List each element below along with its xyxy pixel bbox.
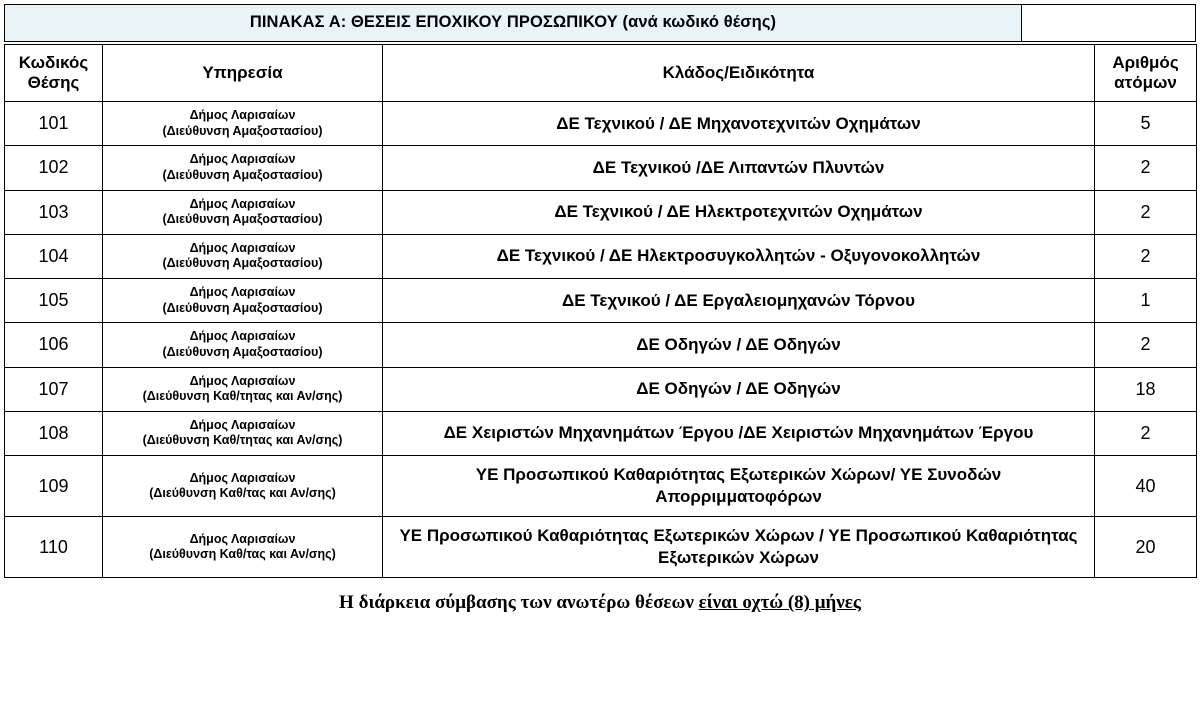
cell-count: 20 — [1095, 517, 1197, 578]
table-title-banner — [4, 4, 1196, 42]
cell-service — [103, 234, 383, 278]
cell-count: 2 — [1095, 323, 1197, 367]
cell-count: 18 — [1095, 367, 1197, 411]
cell-service — [103, 190, 383, 234]
cell-specialty: ΔΕ Τεχνικού / ΔΕ Μηχανοτεχνιτών Οχημάτων — [383, 102, 1095, 146]
table-title-spacer — [1022, 4, 1196, 42]
cell-service — [103, 411, 383, 455]
cell-count: 2 — [1095, 234, 1197, 278]
cell-code: 103 — [5, 190, 103, 234]
cell-service-line2: (Διεύθυνση Αμαξοστασίου) — [162, 344, 323, 359]
column-header-count — [1095, 45, 1197, 102]
table-row — [5, 517, 1197, 578]
cell-service — [103, 279, 383, 323]
cell-specialty: ΔΕ Τεχνικού / ΔΕ Ηλεκτροσυγκολλητών - Οξυγονοκολλητών — [383, 234, 1095, 278]
cell-service-line2: (Διεύθυνση Αμαξοστασίου) — [162, 300, 323, 315]
table-row — [5, 279, 1197, 323]
cell-specialty: ΔΕ Οδηγών / ΔΕ Οδηγών — [383, 323, 1095, 367]
cell-service — [103, 102, 383, 146]
column-header-specialty: Κλάδος/Ειδικότητα — [383, 45, 1095, 102]
cell-specialty: ΥΕ Προσωπικού Καθαριότητας Εξωτερικών Χώρων / ΥΕ Προσωπικού Καθαριότητας Εξωτερικών Χώρων — [383, 517, 1095, 578]
contract-duration-note-underlined: είναι οχτώ (8) μήνες — [698, 592, 861, 614]
column-header-code — [5, 45, 103, 102]
table-row — [5, 367, 1197, 411]
cell-specialty: ΔΕ Τεχνικού / ΔΕ Ηλεκτροτεχνιτών Οχημάτων — [383, 190, 1095, 234]
table-row — [5, 190, 1197, 234]
column-header-service: Υπηρεσία — [103, 45, 383, 102]
cell-service-line1: Δήμος Λαρισαίων — [189, 108, 296, 123]
cell-service — [103, 367, 383, 411]
table-header — [5, 45, 1197, 102]
cell-service-line1: Δήμος Λαρισαίων — [189, 152, 296, 167]
cell-count: 2 — [1095, 190, 1197, 234]
cell-service-line2: (Διεύθυνση Αμαξοστασίου) — [162, 167, 323, 182]
table-row — [5, 234, 1197, 278]
cell-service-line1: Δήμος Λαρισαίων — [189, 470, 296, 485]
table-body — [5, 102, 1197, 578]
cell-count: 1 — [1095, 279, 1197, 323]
cell-service-line2: (Διεύθυνση Αμαξοστασίου) — [162, 256, 323, 271]
cell-code: 105 — [5, 279, 103, 323]
cell-service-line1: Δήμος Λαρισαίων — [189, 531, 296, 546]
cell-count: 40 — [1095, 456, 1197, 517]
cell-service-line1: Δήμος Λαρισαίων — [189, 285, 296, 300]
table-header-row — [5, 45, 1197, 102]
table-title-text: ΠΙΝΑΚΑΣ Α: ΘΕΣΕΙΣ ΕΠΟΧΙΚΟΥ ΠΡΟΣΩΠΙΚΟΥ (ανά κωδικό θέσης) — [4, 4, 1022, 42]
cell-specialty: ΥΕ Προσωπικού Καθαριότητας Εξωτερικών Χώρων/ ΥΕ Συνοδών Απορριμματοφόρων — [383, 456, 1095, 517]
table-row — [5, 456, 1197, 517]
cell-code: 101 — [5, 102, 103, 146]
cell-code: 107 — [5, 367, 103, 411]
table-row — [5, 102, 1197, 146]
cell-specialty: ΔΕ Τεχνικού / ΔΕ Εργαλειομηχανών Τόρνου — [383, 279, 1095, 323]
contract-duration-note-plain: Η διάρκεια σύμβασης των ανωτέρω θέσεων — [339, 592, 699, 614]
cell-count: 2 — [1095, 146, 1197, 190]
cell-service-line2: (Διεύθυνση Καθ/τας και Αν/σης) — [149, 486, 336, 501]
cell-service-line1: Δήμος Λαρισαίων — [189, 196, 296, 211]
cell-service — [103, 456, 383, 517]
cell-service-line1: Δήμος Λαρισαίων — [189, 373, 296, 388]
cell-service-line2: (Διεύθυνση Αμαξοστασίου) — [162, 212, 323, 227]
cell-code: 102 — [5, 146, 103, 190]
column-header-code-line2: Θέσης — [27, 73, 80, 93]
cell-service-line1: Δήμος Λαρισαίων — [189, 240, 296, 255]
column-header-count-line1: Αριθμός — [1112, 53, 1179, 72]
cell-service-line2: (Διεύθυνση Αμαξοστασίου) — [162, 123, 323, 138]
cell-specialty: ΔΕ Τεχνικού /ΔΕ Λιπαντών Πλυντών — [383, 146, 1095, 190]
document-page — [0, 4, 1200, 710]
column-header-count-line2: ατόμων — [1114, 73, 1177, 93]
cell-service — [103, 146, 383, 190]
table-row — [5, 411, 1197, 455]
cell-specialty: ΔΕ Οδηγών / ΔΕ Οδηγών — [383, 367, 1095, 411]
cell-service-line2: (Διεύθυνση Καθ/τας και Αν/σης) — [149, 547, 336, 562]
contract-duration-note — [0, 592, 1200, 614]
cell-count: 5 — [1095, 102, 1197, 146]
table-row — [5, 146, 1197, 190]
cell-service — [103, 323, 383, 367]
column-header-code-line1: Κωδικός — [18, 53, 89, 72]
cell-specialty: ΔΕ Χειριστών Μηχανημάτων Έργου /ΔΕ Χειριστών Μηχανημάτων Έργου — [383, 411, 1095, 455]
cell-code: 109 — [5, 456, 103, 517]
cell-service-line2: (Διεύθυνση Καθ/τητας και Αν/σης) — [142, 389, 343, 404]
cell-code: 104 — [5, 234, 103, 278]
cell-service — [103, 517, 383, 578]
cell-service-line1: Δήμος Λαρισαίων — [189, 417, 296, 432]
cell-code: 108 — [5, 411, 103, 455]
cell-code: 106 — [5, 323, 103, 367]
table-row — [5, 323, 1197, 367]
cell-service-line1: Δήμος Λαρισαίων — [189, 329, 296, 344]
cell-code: 110 — [5, 517, 103, 578]
cell-count: 2 — [1095, 411, 1197, 455]
seasonal-positions-table — [4, 44, 1197, 578]
cell-service-line2: (Διεύθυνση Καθ/τητας και Αν/σης) — [142, 433, 343, 448]
